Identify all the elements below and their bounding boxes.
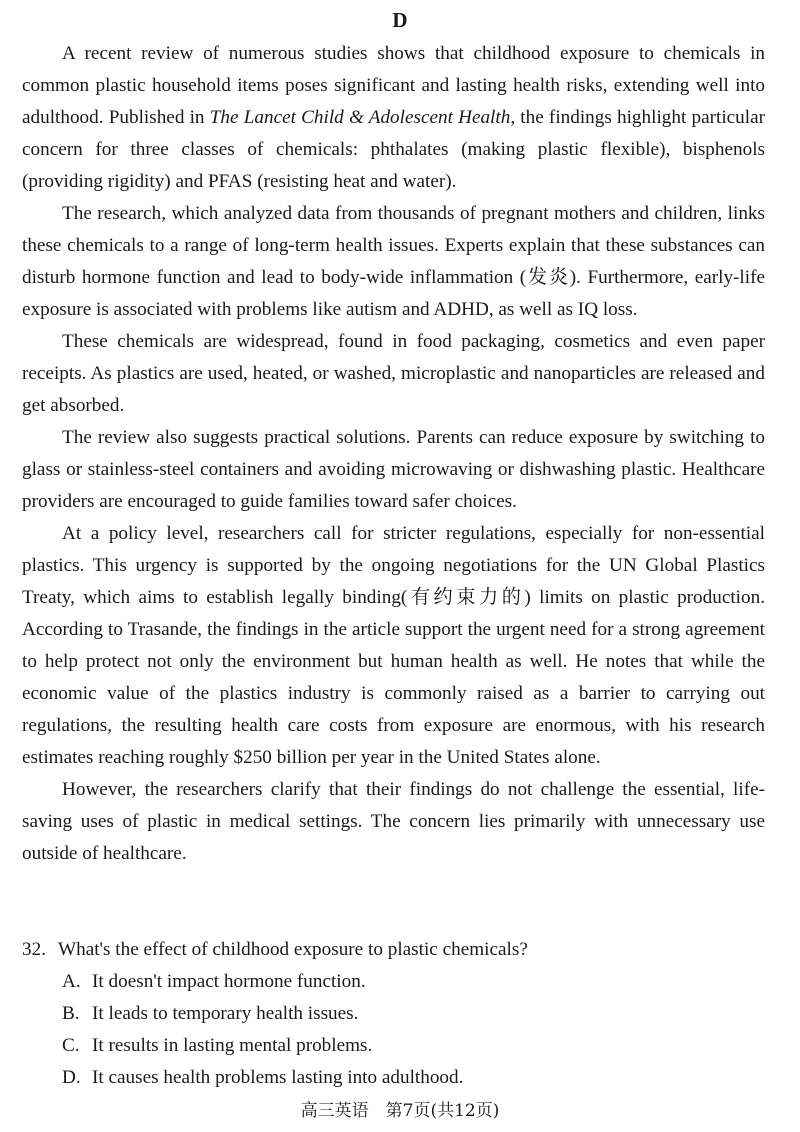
answer-options — [22, 966, 765, 1094]
journal-title: The Lancet Child & Adolescent Health — [209, 107, 511, 128]
page-footer: 高三英语 第7页(共12页) — [300, 1101, 500, 1121]
question-number: 32. — [22, 939, 46, 960]
option-c — [22, 1030, 765, 1062]
paragraph-3: These chemicals are widespread, found in food packaging, cosmetics and even paper receipts. As plastics are used, heated, or washed, microplastic and nanoparticles are released and get absorbed. — [22, 331, 765, 416]
option-letter: B. — [62, 1003, 80, 1024]
option-a — [22, 966, 765, 998]
question-text: What's the effect of childhood exposure to plastic chemicals? — [58, 939, 528, 960]
option-letter: A. — [62, 971, 81, 992]
option-text: It leads to temporary health issues. — [92, 1003, 359, 1024]
option-letter: D. — [62, 1067, 81, 1088]
reading-passage — [22, 38, 765, 870]
option-d — [22, 1062, 765, 1094]
question-stem — [22, 934, 765, 966]
option-text: It doesn't impact hormone function. — [92, 971, 366, 992]
paragraph-5: At a policy level, researchers call for stricter regulations, especially for non-essential plastics. This urgency is supported by the ongoing negotiations for the UN Global Plastics Treaty, which aims to establish legally binding(有约束力的) limits on plastic production. According to Trasande, the findings in the article support the urgent need for a strong agreement to help protect not only the environment but human health as well. He notes that while the economic value of the plastics industry is commonly raised as a barrier to carrying out regulations, the resulting health care costs from exposure are enormous, with his research estimates reaching roughly $250 billion per year in the United States alone. — [22, 523, 765, 768]
paragraph-6: However, the researchers clarify that their findings do not challenge the essential, life-saving uses of plastic in medical settings. The concern lies primarily with unnecessary use outside of healthcare. — [22, 779, 765, 864]
option-text: It causes health problems lasting into adulthood. — [92, 1067, 464, 1088]
paragraph-1-text-a: A recent review of numerous studies shows that childhood exposure to chemicals in common plastic household items poses significant and lasting health risks, extending well into adulthood. Published in — [22, 43, 765, 128]
paragraph-1 — [22, 38, 765, 198]
paragraph-4: The review also suggests practical solutions. Parents can reduce exposure by switching to glass or stainless-steel containers and avoiding microwaving or dishwashing plastic. Healthcare providers are encouraged to guide families toward safer choices. — [22, 427, 765, 512]
paragraph-1-text-b: , the findings highlight particular concern for three classes of chemicals: phthalates (making plastic flexible), bisphenols (providing rigidity) and PFAS (resisting heat and water). — [22, 107, 765, 192]
question-32 — [22, 934, 765, 1094]
paragraph-2: The research, which analyzed data from thousands of pregnant mothers and children, links these chemicals to a range of long-term health issues. Experts explain that these substances can disturb hormone function and lead to body-wide inflammation (发炎). Furthermore, early-life exposure is associated with problems like autism and ADHD, as well as IQ loss. — [22, 203, 765, 320]
option-letter: C. — [62, 1035, 80, 1056]
option-text: It results in lasting mental problems. — [92, 1035, 373, 1056]
section-letter: D — [392, 8, 408, 32]
option-b — [22, 998, 765, 1030]
